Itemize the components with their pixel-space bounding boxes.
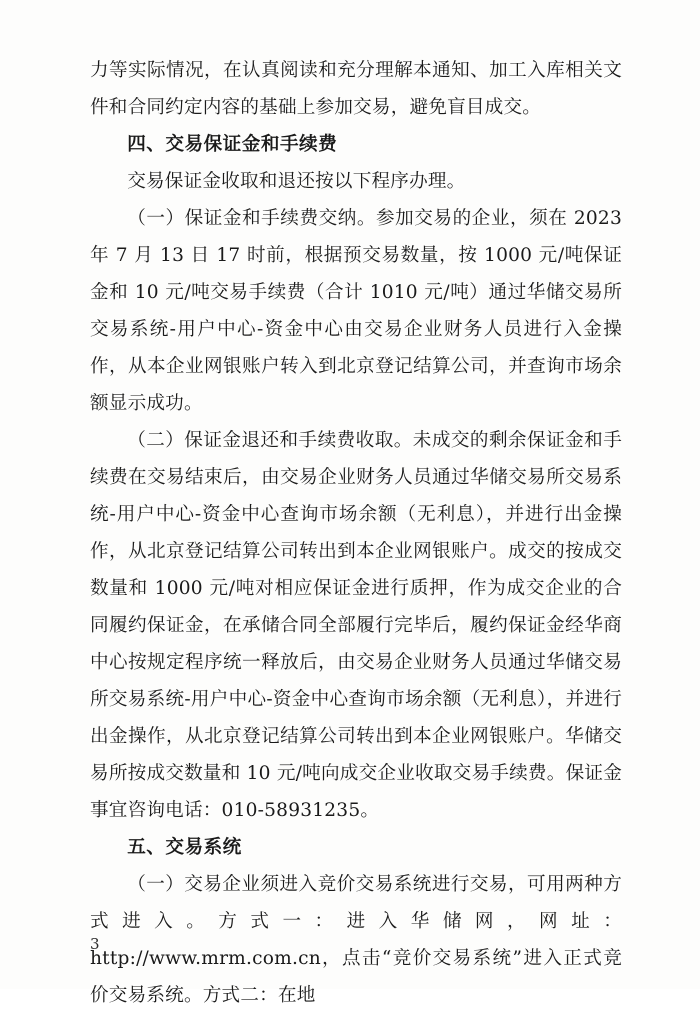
page-number: 3 — [90, 935, 100, 953]
paragraph-item-one-trading-system-access: （一）交易企业须进入竞价交易系统进行交易，可用两种方式进入。方式一：进入华储网，网址：http://www.mrm.com.cn，点击“竞价交易系统”进入正式竞价交易系统。方式二：在地 — [90, 874, 622, 1006]
paragraph-continued-intro: 力等实际情况，在认真阅读和充分理解本通知、加工入库相关文件和合同约定内容的基础上参加交易，避免盲目成交。 — [90, 60, 622, 118]
paragraph-item-one-deposit-payment: （一）保证金和手续费交纳。参加交易的企业，须在 2023 年 7 月 13 日 17 时前，根据预交易数量，按 1000 元/吨保证金和 10 元/吨交易手续费（合计 1010 元/吨）通过华储交易所交易系统-用户中心-资金中心由交易企业财务人员进行入金操作，从本企业网银账户转入到北京登记结算公司，并查询市场余额显示成功。 — [90, 208, 622, 414]
document-body — [90, 52, 622, 1014]
paragraph-item-two-deposit-refund: （二）保证金退还和手续费收取。未成交的剩余保证金和手续费在交易结束后，由交易企业财务人员通过华储交易所交易系统-用户中心-资金中心查询市场余额（无利息），并进行出金操作，从北京登记结算公司转出到本企业网银账户。成交的按成交数量和 1000 元/吨对相应保证金进行质押，作为成交企业的合同履约保证金，在承储合同全部履行完毕后，履约保证金经华商中心按规定程序统一释放后，由交易企业财务人员通过华储交易所交易系统-用户中心-资金中心查询市场余额（无利息），并进行出金操作，从北京登记结算公司转出到本企业网银账户。华储交易所按成交数量和 10 元/吨向成交企业收取交易手续费。保证金事宜咨询电话：010-58931235。 — [90, 430, 622, 821]
section-heading-four: 四、交易保证金和手续费 — [127, 134, 338, 155]
section-heading-five: 五、交易系统 — [127, 837, 242, 858]
paragraph-deposit-procedure-intro: 交易保证金收取和退还按以下程序办理。 — [127, 171, 466, 192]
